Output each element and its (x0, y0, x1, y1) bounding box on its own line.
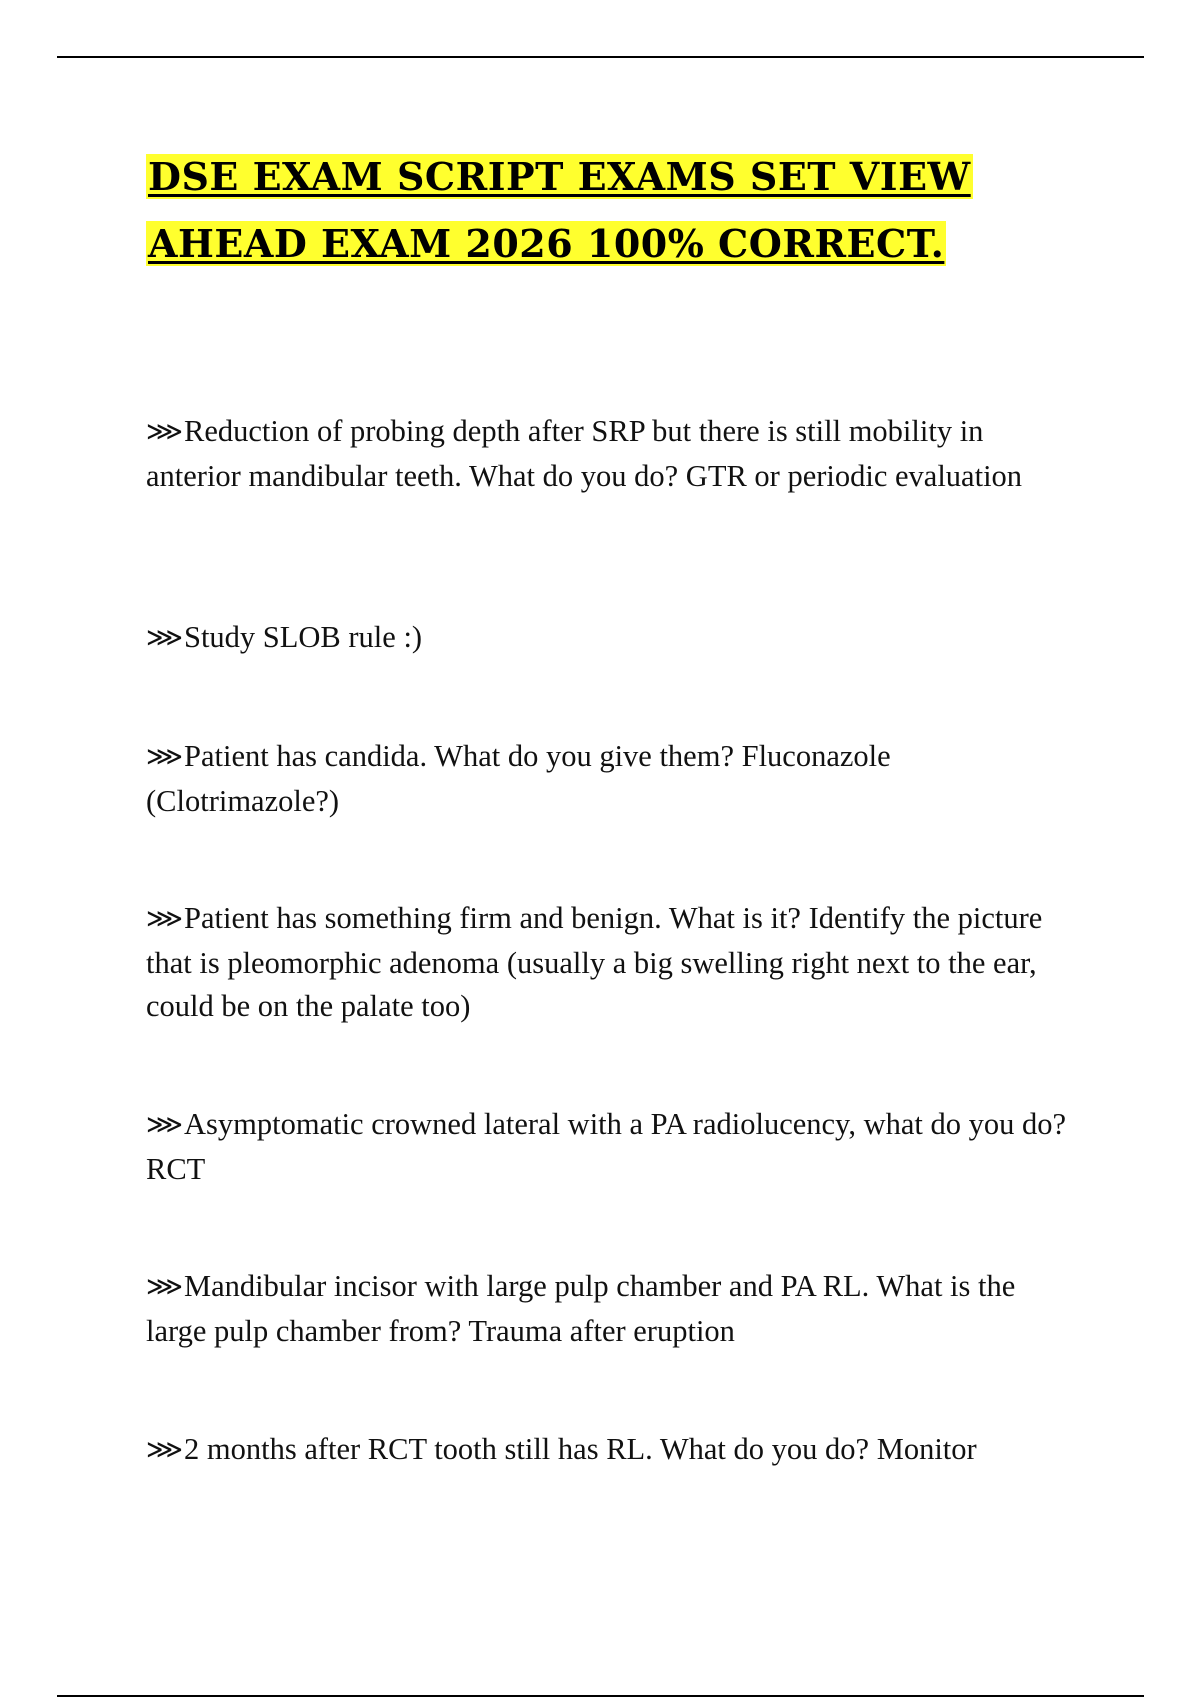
list-item (146, 1265, 1071, 1353)
bullet-arrow-icon: ⋙ (146, 904, 183, 934)
bottom-divider (57, 1695, 1144, 1697)
document-title (146, 143, 1046, 277)
list-item-text: Mandibular incisor with large pulp chamber and PA RL. What is the large pulp chamber from? Trauma after eruption (146, 1269, 1016, 1348)
list-item-text: Patient has candida. What do you give them? Fluconazole (Clotrimazole?) (146, 739, 891, 818)
list-item-text: Asymptomatic crowned lateral with a PA radiolucency, what do you do? RCT (146, 1107, 1067, 1186)
bullet-arrow-icon: ⋙ (146, 417, 183, 447)
list-item-text: Patient has something firm and benign. What is it? Identify the picture that is pleomorphic adenoma (usually a big swelling right next to the ear, could be on the palate too) (146, 901, 1043, 1023)
bullet-arrow-icon: ⋙ (146, 623, 183, 653)
list-item (146, 735, 1071, 823)
document-title-text: DSE EXAM SCRIPT EXAMS SET VIEW AHEAD EXAM 2026 100% CORRECT. (148, 154, 971, 266)
bullet-arrow-icon: ⋙ (146, 742, 183, 772)
list-item-text: 2 months after RCT tooth still has RL. What do you do? Monitor (184, 1432, 977, 1466)
list-item (146, 897, 1071, 1029)
bullet-arrow-icon: ⋙ (146, 1272, 183, 1302)
list-item (146, 410, 1071, 498)
list-item (146, 616, 1071, 661)
bullet-arrow-icon: ⋙ (146, 1110, 183, 1140)
list-item (146, 1103, 1071, 1191)
list-item-text: Reduction of probing depth after SRP but there is still mobility in anterior mandibular teeth. What do you do? GTR or periodic evaluation (146, 414, 1023, 493)
top-divider (57, 56, 1144, 58)
bullet-arrow-icon: ⋙ (146, 1435, 183, 1465)
list-item (146, 1428, 1071, 1473)
list-item-text: Study SLOB rule :) (184, 620, 423, 654)
